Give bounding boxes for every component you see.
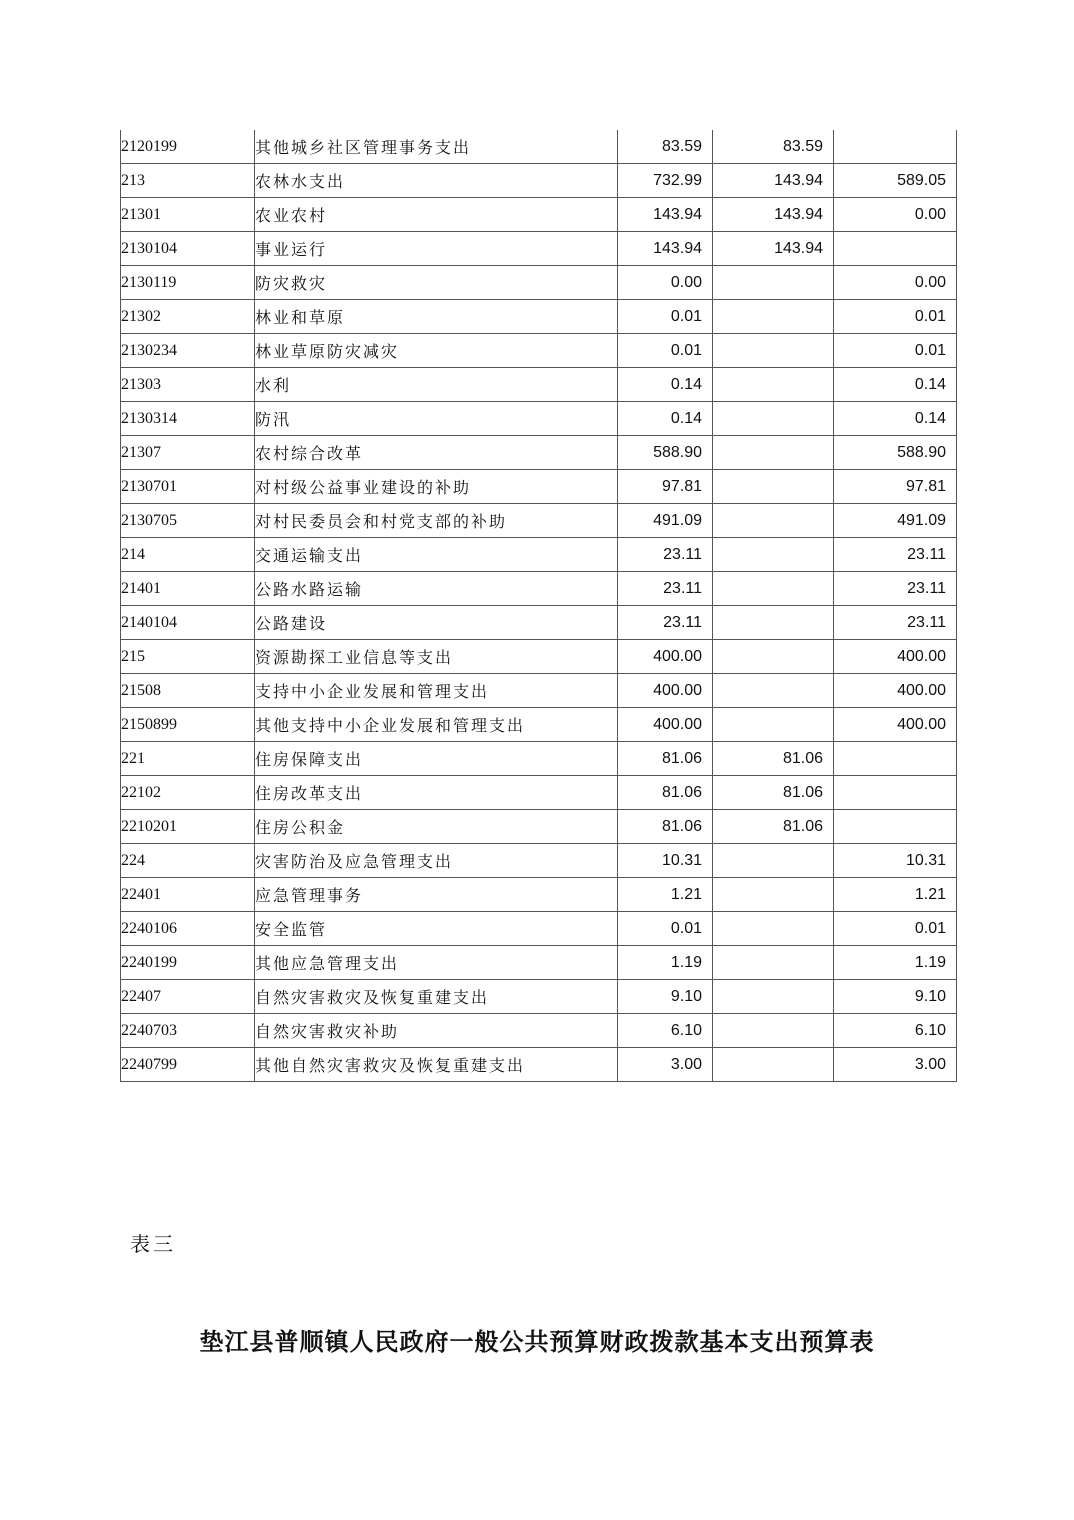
- basic-expenditure-cell: [713, 1014, 834, 1048]
- basic-expenditure-cell: 81.06: [713, 776, 834, 810]
- project-expenditure-cell: 6.10: [834, 1014, 957, 1048]
- basic-expenditure-cell: [713, 300, 834, 334]
- code-cell: 2240106: [121, 912, 255, 946]
- name-cell: 其他支持中小企业发展和管理支出: [255, 708, 618, 742]
- name-cell: 应急管理事务: [255, 878, 618, 912]
- name-cell: 水利: [255, 368, 618, 402]
- basic-expenditure-cell: 143.94: [713, 198, 834, 232]
- basic-expenditure-cell: [713, 538, 834, 572]
- name-cell: 住房公积金: [255, 810, 618, 844]
- total-amount-cell: 6.10: [618, 1014, 713, 1048]
- basic-expenditure-cell: [713, 504, 834, 538]
- project-expenditure-cell: [834, 742, 957, 776]
- basic-expenditure-cell: [713, 708, 834, 742]
- total-amount-cell: 9.10: [618, 980, 713, 1014]
- basic-expenditure-cell: [713, 470, 834, 504]
- name-cell: 自然灾害救灾补助: [255, 1014, 618, 1048]
- name-cell: 支持中小企业发展和管理支出: [255, 674, 618, 708]
- name-cell: 公路水路运输: [255, 572, 618, 606]
- name-cell: 住房改革支出: [255, 776, 618, 810]
- table-row: [121, 742, 957, 776]
- table-row: [121, 232, 957, 266]
- code-cell: 22102: [121, 776, 255, 810]
- project-expenditure-cell: 0.14: [834, 368, 957, 402]
- total-amount-cell: 732.99: [618, 164, 713, 198]
- table-row: [121, 912, 957, 946]
- name-cell: 资源勘探工业信息等支出: [255, 640, 618, 674]
- total-amount-cell: 23.11: [618, 606, 713, 640]
- table-row: [121, 470, 957, 504]
- basic-expenditure-cell: 143.94: [713, 164, 834, 198]
- table-row: [121, 130, 957, 164]
- code-cell: 2240199: [121, 946, 255, 980]
- code-cell: 2130705: [121, 504, 255, 538]
- table-row: [121, 606, 957, 640]
- total-amount-cell: 1.19: [618, 946, 713, 980]
- code-cell: 214: [121, 538, 255, 572]
- basic-expenditure-cell: [713, 640, 834, 674]
- project-expenditure-cell: 0.00: [834, 266, 957, 300]
- basic-expenditure-cell: [713, 266, 834, 300]
- code-cell: 2240799: [121, 1048, 255, 1082]
- table-row: [121, 708, 957, 742]
- table-row: [121, 300, 957, 334]
- total-amount-cell: 97.81: [618, 470, 713, 504]
- basic-expenditure-cell: [713, 572, 834, 606]
- basic-expenditure-cell: 81.06: [713, 810, 834, 844]
- total-amount-cell: 1.21: [618, 878, 713, 912]
- table-row: [121, 436, 957, 470]
- code-cell: 22401: [121, 878, 255, 912]
- total-amount-cell: 400.00: [618, 640, 713, 674]
- project-expenditure-cell: 0.01: [834, 300, 957, 334]
- basic-expenditure-cell: [713, 436, 834, 470]
- basic-expenditure-cell: [713, 1048, 834, 1082]
- project-expenditure-cell: 0.00: [834, 198, 957, 232]
- table-row: [121, 164, 957, 198]
- name-cell: 其他应急管理支出: [255, 946, 618, 980]
- name-cell: 防汛: [255, 402, 618, 436]
- total-amount-cell: 0.14: [618, 402, 713, 436]
- name-cell: 住房保障支出: [255, 742, 618, 776]
- table-row: [121, 368, 957, 402]
- name-cell: 安全监管: [255, 912, 618, 946]
- code-cell: 2130701: [121, 470, 255, 504]
- total-amount-cell: 81.06: [618, 776, 713, 810]
- project-expenditure-cell: [834, 810, 957, 844]
- table-row: [121, 504, 957, 538]
- project-expenditure-cell: 400.00: [834, 708, 957, 742]
- name-cell: 林业草原防灾减灾: [255, 334, 618, 368]
- code-cell: 2150899: [121, 708, 255, 742]
- project-expenditure-cell: 491.09: [834, 504, 957, 538]
- total-amount-cell: 400.00: [618, 674, 713, 708]
- code-cell: 21302: [121, 300, 255, 334]
- table-row: [121, 334, 957, 368]
- project-expenditure-cell: [834, 232, 957, 266]
- project-expenditure-cell: 1.21: [834, 878, 957, 912]
- basic-expenditure-cell: [713, 402, 834, 436]
- code-cell: 21401: [121, 572, 255, 606]
- code-cell: 215: [121, 640, 255, 674]
- table-row: [121, 776, 957, 810]
- code-cell: 2120199: [121, 130, 255, 164]
- basic-expenditure-cell: [713, 334, 834, 368]
- table-row: [121, 810, 957, 844]
- code-cell: 213: [121, 164, 255, 198]
- name-cell: 林业和草原: [255, 300, 618, 334]
- project-expenditure-cell: 0.14: [834, 402, 957, 436]
- total-amount-cell: 491.09: [618, 504, 713, 538]
- project-expenditure-cell: 97.81: [834, 470, 957, 504]
- name-cell: 对村民委员会和村党支部的补助: [255, 504, 618, 538]
- table-row: [121, 640, 957, 674]
- total-amount-cell: 0.01: [618, 334, 713, 368]
- total-amount-cell: 0.01: [618, 912, 713, 946]
- code-cell: 2140104: [121, 606, 255, 640]
- table-row: [121, 878, 957, 912]
- name-cell: 农林水支出: [255, 164, 618, 198]
- name-cell: 防灾救灾: [255, 266, 618, 300]
- project-expenditure-cell: [834, 130, 957, 164]
- total-amount-cell: 23.11: [618, 538, 713, 572]
- code-cell: 221: [121, 742, 255, 776]
- name-cell: 其他自然灾害救灾及恢复重建支出: [255, 1048, 618, 1082]
- table-row: [121, 1048, 957, 1082]
- code-cell: 2210201: [121, 810, 255, 844]
- total-amount-cell: 0.14: [618, 368, 713, 402]
- project-expenditure-cell: 0.01: [834, 334, 957, 368]
- code-cell: 21508: [121, 674, 255, 708]
- code-cell: 2130119: [121, 266, 255, 300]
- basic-expenditure-cell: [713, 606, 834, 640]
- table-row: [121, 266, 957, 300]
- name-cell: 自然灾害救灾及恢复重建支出: [255, 980, 618, 1014]
- table-row: [121, 572, 957, 606]
- basic-expenditure-cell: [713, 980, 834, 1014]
- total-amount-cell: 23.11: [618, 572, 713, 606]
- code-cell: 2240703: [121, 1014, 255, 1048]
- total-amount-cell: 83.59: [618, 130, 713, 164]
- total-amount-cell: 143.94: [618, 198, 713, 232]
- basic-expenditure-cell: [713, 878, 834, 912]
- project-expenditure-cell: 1.19: [834, 946, 957, 980]
- project-expenditure-cell: 10.31: [834, 844, 957, 878]
- code-cell: 22407: [121, 980, 255, 1014]
- name-cell: 交通运输支出: [255, 538, 618, 572]
- table-row: [121, 844, 957, 878]
- code-cell: 21307: [121, 436, 255, 470]
- project-expenditure-cell: 400.00: [834, 674, 957, 708]
- project-expenditure-cell: 9.10: [834, 980, 957, 1014]
- total-amount-cell: 81.06: [618, 810, 713, 844]
- project-expenditure-cell: 3.00: [834, 1048, 957, 1082]
- project-expenditure-cell: 588.90: [834, 436, 957, 470]
- basic-expenditure-cell: [713, 368, 834, 402]
- table-body: [121, 130, 957, 1082]
- name-cell: 灾害防治及应急管理支出: [255, 844, 618, 878]
- code-cell: 2130104: [121, 232, 255, 266]
- project-expenditure-cell: 589.05: [834, 164, 957, 198]
- basic-expenditure-cell: [713, 674, 834, 708]
- code-cell: 2130314: [121, 402, 255, 436]
- total-amount-cell: 143.94: [618, 232, 713, 266]
- total-amount-cell: 81.06: [618, 742, 713, 776]
- total-amount-cell: 0.01: [618, 300, 713, 334]
- name-cell: 对村级公益事业建设的补助: [255, 470, 618, 504]
- table-label: 表三: [130, 1232, 176, 1256]
- basic-expenditure-cell: [713, 946, 834, 980]
- basic-expenditure-cell: 83.59: [713, 130, 834, 164]
- table-row: [121, 980, 957, 1014]
- basic-expenditure-cell: 81.06: [713, 742, 834, 776]
- name-cell: 事业运行: [255, 232, 618, 266]
- basic-expenditure-cell: [713, 912, 834, 946]
- table-row: [121, 946, 957, 980]
- project-expenditure-cell: 23.11: [834, 572, 957, 606]
- table-row: [121, 674, 957, 708]
- code-cell: 224: [121, 844, 255, 878]
- budget-expenditure-table: [120, 130, 957, 1082]
- document-title: 垫江县普顺镇人民政府一般公共预算财政拨款基本支出预算表: [199, 1327, 875, 1356]
- name-cell: 农村综合改革: [255, 436, 618, 470]
- name-cell: 其他城乡社区管理事务支出: [255, 130, 618, 164]
- project-expenditure-cell: 0.01: [834, 912, 957, 946]
- total-amount-cell: 3.00: [618, 1048, 713, 1082]
- code-cell: 21301: [121, 198, 255, 232]
- name-cell: 农业农村: [255, 198, 618, 232]
- project-expenditure-cell: 23.11: [834, 538, 957, 572]
- project-expenditure-cell: [834, 776, 957, 810]
- total-amount-cell: 0.00: [618, 266, 713, 300]
- basic-expenditure-cell: [713, 844, 834, 878]
- table-row: [121, 402, 957, 436]
- table-row: [121, 1014, 957, 1048]
- total-amount-cell: 10.31: [618, 844, 713, 878]
- total-amount-cell: 400.00: [618, 708, 713, 742]
- table-row: [121, 538, 957, 572]
- basic-expenditure-cell: 143.94: [713, 232, 834, 266]
- code-cell: 2130234: [121, 334, 255, 368]
- name-cell: 公路建设: [255, 606, 618, 640]
- code-cell: 21303: [121, 368, 255, 402]
- project-expenditure-cell: 23.11: [834, 606, 957, 640]
- table-row: [121, 198, 957, 232]
- total-amount-cell: 588.90: [618, 436, 713, 470]
- project-expenditure-cell: 400.00: [834, 640, 957, 674]
